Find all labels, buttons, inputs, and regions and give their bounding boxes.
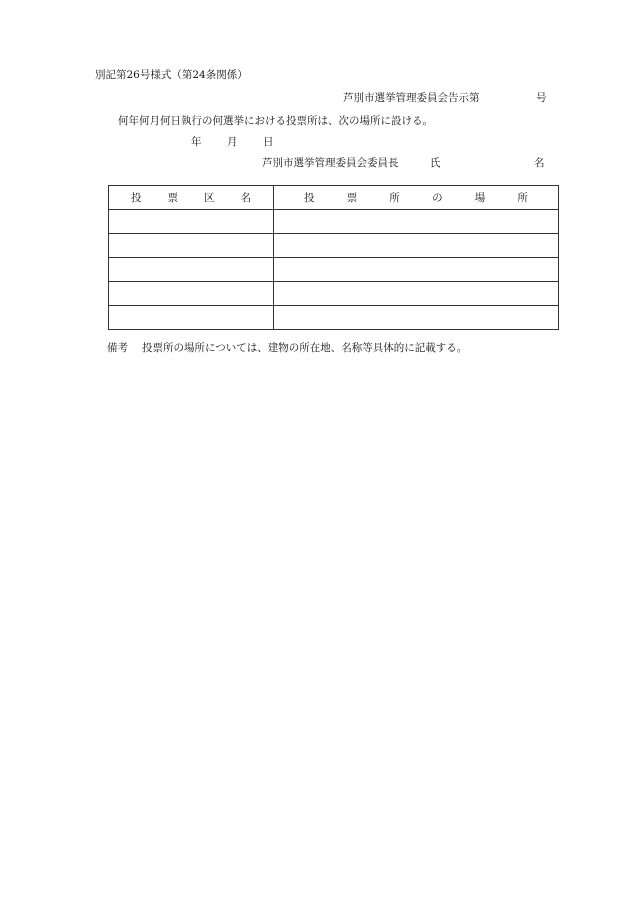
notice-number-prefix: 芦別市選挙管理委員会告示第 xyxy=(343,92,480,104)
date-month-label: 月 xyxy=(227,136,238,148)
district-name-cell xyxy=(109,234,274,258)
notice-number-suffix: 号 xyxy=(536,92,547,104)
header-char: 投 xyxy=(131,192,142,204)
district-name-cell xyxy=(109,210,274,234)
header-polling-place-location xyxy=(274,186,559,210)
polling-place-cell xyxy=(274,306,559,330)
signature-title: 芦別市選挙管理委員会委員長 xyxy=(262,157,399,169)
table-row xyxy=(109,210,559,234)
polling-place-cell xyxy=(274,210,559,234)
header-char: 票 xyxy=(167,192,178,204)
table-row xyxy=(109,258,559,282)
header-district-name xyxy=(109,186,274,210)
signature-shi-label: 氏 xyxy=(430,157,441,169)
polling-place-cell xyxy=(274,258,559,282)
remarks-label: 備考 xyxy=(107,342,128,354)
form-number-label: 別記第26号様式（第24条関係） xyxy=(95,69,248,81)
table-row xyxy=(109,234,559,258)
notice-body-text: 何年何月何日執行の何選挙における投票所は、次の場所に設ける。 xyxy=(118,115,433,127)
date-day-label: 日 xyxy=(263,136,274,148)
table-row xyxy=(109,282,559,306)
header-char: 名 xyxy=(240,192,251,204)
date-year-label: 年 xyxy=(191,136,202,148)
remarks-text: 投票所の場所については、建物の所在地、名称等具体的に記載する。 xyxy=(142,342,468,354)
district-name-cell xyxy=(109,306,274,330)
header-char: の xyxy=(432,192,443,204)
polling-place-cell xyxy=(274,282,559,306)
header-char: 場 xyxy=(474,192,486,204)
table-header-row xyxy=(109,186,559,210)
header-char: 区 xyxy=(204,192,215,204)
header-char: 所 xyxy=(389,192,400,204)
district-name-cell xyxy=(109,258,274,282)
header-char: 所 xyxy=(517,192,528,204)
polling-place-cell xyxy=(274,234,559,258)
district-name-cell xyxy=(109,282,274,306)
header-char: 票 xyxy=(346,192,358,204)
remarks xyxy=(107,341,467,355)
polling-place-table xyxy=(108,185,559,330)
table-row xyxy=(109,306,559,330)
signature-mei-label: 名 xyxy=(534,157,545,169)
header-char: 投 xyxy=(304,192,315,204)
